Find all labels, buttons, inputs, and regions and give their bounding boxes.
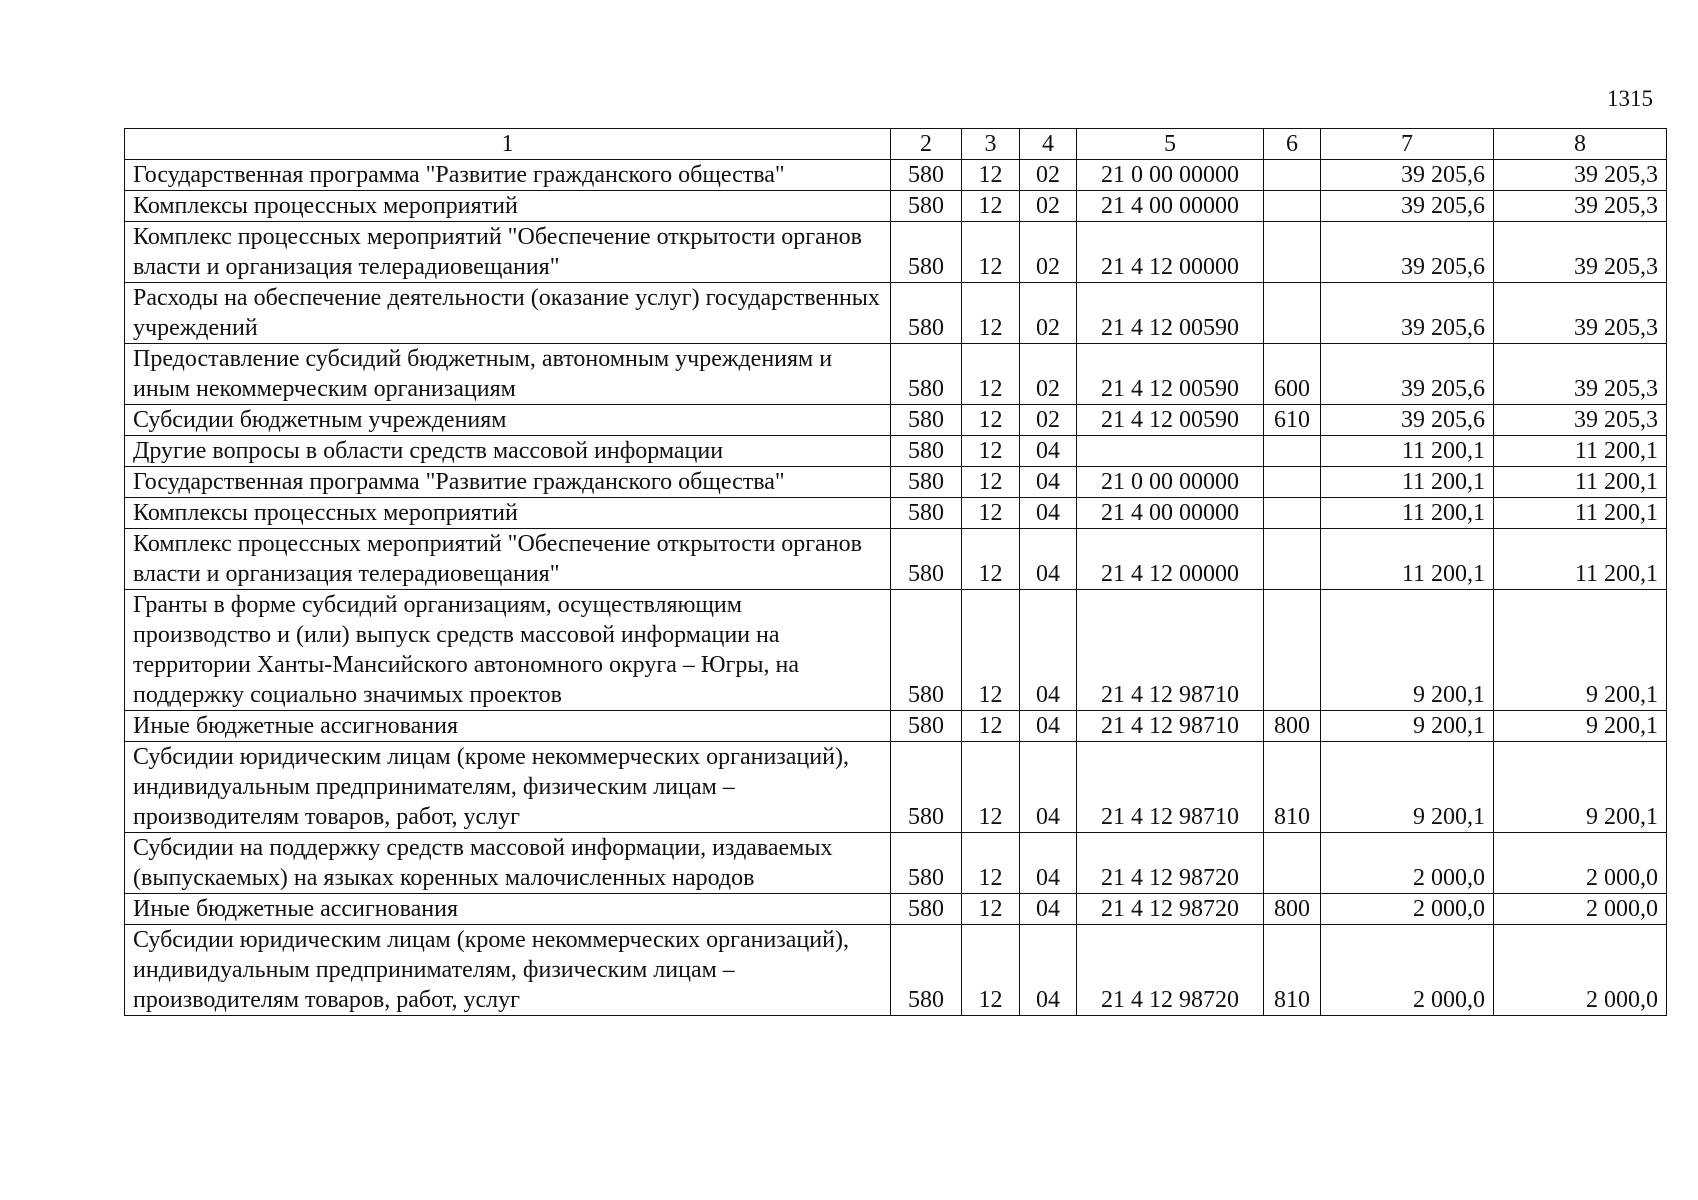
section-code: 12 bbox=[962, 467, 1020, 498]
subsection-code: 02 bbox=[1020, 344, 1077, 405]
section-code: 12 bbox=[962, 498, 1020, 529]
header-col-1: 1 bbox=[125, 129, 891, 160]
expense-type-code bbox=[1264, 833, 1321, 894]
amount-col-8: 2 000,0 bbox=[1494, 833, 1667, 894]
section-code: 12 bbox=[962, 344, 1020, 405]
ministry-code: 580 bbox=[891, 222, 962, 283]
section-code: 12 bbox=[962, 833, 1020, 894]
header-col-2: 2 bbox=[891, 129, 962, 160]
header-col-6: 6 bbox=[1264, 129, 1321, 160]
target-article-code: 21 4 12 98720 bbox=[1077, 894, 1264, 925]
table-row bbox=[125, 742, 1667, 833]
item-name: Расходы на обеспечение деятельности (оказание услуг) государственных учреждений bbox=[125, 283, 891, 344]
header-col-4: 4 bbox=[1020, 129, 1077, 160]
amount-col-7: 9 200,1 bbox=[1321, 742, 1494, 833]
subsection-code: 04 bbox=[1020, 529, 1077, 590]
ministry-code: 580 bbox=[891, 160, 962, 191]
expense-type-code bbox=[1264, 222, 1321, 283]
ministry-code: 580 bbox=[891, 436, 962, 467]
ministry-code: 580 bbox=[891, 833, 962, 894]
expense-type-code: 810 bbox=[1264, 742, 1321, 833]
expense-type-code bbox=[1264, 191, 1321, 222]
amount-col-7: 39 205,6 bbox=[1321, 222, 1494, 283]
amount-col-8: 2 000,0 bbox=[1494, 925, 1667, 1016]
table-row bbox=[125, 467, 1667, 498]
item-name: Комплекс процессных мероприятий "Обеспечение открытости органов власти и организация телерадиовещания" bbox=[125, 529, 891, 590]
table-row bbox=[125, 160, 1667, 191]
expense-type-code bbox=[1264, 498, 1321, 529]
target-article-code: 21 4 12 00590 bbox=[1077, 283, 1264, 344]
section-code: 12 bbox=[962, 405, 1020, 436]
amount-col-8: 11 200,1 bbox=[1494, 529, 1667, 590]
target-article-code: 21 4 00 00000 bbox=[1077, 498, 1264, 529]
section-code: 12 bbox=[962, 711, 1020, 742]
item-name: Иные бюджетные ассигнования bbox=[125, 711, 891, 742]
ministry-code: 580 bbox=[891, 498, 962, 529]
expense-type-code bbox=[1264, 529, 1321, 590]
amount-col-8: 39 205,3 bbox=[1494, 344, 1667, 405]
table-row bbox=[125, 222, 1667, 283]
table-row bbox=[125, 894, 1667, 925]
amount-col-8: 9 200,1 bbox=[1494, 742, 1667, 833]
item-name: Иные бюджетные ассигнования bbox=[125, 894, 891, 925]
budget-table bbox=[124, 128, 1667, 1016]
ministry-code: 580 bbox=[891, 711, 962, 742]
target-article-code: 21 4 12 00000 bbox=[1077, 529, 1264, 590]
amount-col-7: 11 200,1 bbox=[1321, 498, 1494, 529]
section-code: 12 bbox=[962, 925, 1020, 1016]
expense-type-code: 600 bbox=[1264, 344, 1321, 405]
amount-col-7: 2 000,0 bbox=[1321, 925, 1494, 1016]
header-col-8: 8 bbox=[1494, 129, 1667, 160]
table-row bbox=[125, 711, 1667, 742]
item-name: Гранты в форме субсидий организациям, осуществляющим производство и (или) выпуск средств массовой информации на территории Ханты-Мансийского автономного округа – Югры, на поддержку социально значимых проектов bbox=[125, 590, 891, 711]
ministry-code: 580 bbox=[891, 529, 962, 590]
amount-col-8: 39 205,3 bbox=[1494, 405, 1667, 436]
section-code: 12 bbox=[962, 160, 1020, 191]
amount-col-8: 39 205,3 bbox=[1494, 191, 1667, 222]
subsection-code: 04 bbox=[1020, 590, 1077, 711]
ministry-code: 580 bbox=[891, 590, 962, 711]
target-article-code: 21 4 12 98710 bbox=[1077, 711, 1264, 742]
section-code: 12 bbox=[962, 283, 1020, 344]
section-code: 12 bbox=[962, 222, 1020, 283]
item-name: Субсидии юридическим лицам (кроме некоммерческих организаций), индивидуальным предпринимателям, физическим лицам – производителям товаров, работ, услуг bbox=[125, 925, 891, 1016]
page-number: 1315 bbox=[1607, 86, 1653, 111]
subsection-code: 02 bbox=[1020, 160, 1077, 191]
ministry-code: 580 bbox=[891, 894, 962, 925]
header-col-3: 3 bbox=[962, 129, 1020, 160]
expense-type-code bbox=[1264, 436, 1321, 467]
expense-type-code: 810 bbox=[1264, 925, 1321, 1016]
subsection-code: 04 bbox=[1020, 894, 1077, 925]
expense-type-code bbox=[1264, 590, 1321, 711]
ministry-code: 580 bbox=[891, 405, 962, 436]
target-article-code: 21 0 00 00000 bbox=[1077, 160, 1264, 191]
header-col-7: 7 bbox=[1321, 129, 1494, 160]
target-article-code bbox=[1077, 436, 1264, 467]
item-name: Другие вопросы в области средств массовой информации bbox=[125, 436, 891, 467]
amount-col-8: 39 205,3 bbox=[1494, 160, 1667, 191]
table-row bbox=[125, 191, 1667, 222]
subsection-code: 02 bbox=[1020, 222, 1077, 283]
header-row bbox=[125, 129, 1667, 160]
table-row bbox=[125, 498, 1667, 529]
amount-col-8: 39 205,3 bbox=[1494, 283, 1667, 344]
ministry-code: 580 bbox=[891, 467, 962, 498]
amount-col-7: 2 000,0 bbox=[1321, 894, 1494, 925]
ministry-code: 580 bbox=[891, 191, 962, 222]
ministry-code: 580 bbox=[891, 742, 962, 833]
section-code: 12 bbox=[962, 436, 1020, 467]
table-row bbox=[125, 436, 1667, 467]
item-name: Субсидии на поддержку средств массовой информации, издаваемых (выпускаемых) на языках коренных малочисленных народов bbox=[125, 833, 891, 894]
subsection-code: 04 bbox=[1020, 925, 1077, 1016]
amount-col-7: 39 205,6 bbox=[1321, 191, 1494, 222]
amount-col-8: 11 200,1 bbox=[1494, 436, 1667, 467]
target-article-code: 21 4 12 98720 bbox=[1077, 833, 1264, 894]
expense-type-code: 800 bbox=[1264, 894, 1321, 925]
amount-col-7: 11 200,1 bbox=[1321, 467, 1494, 498]
target-article-code: 21 4 12 00590 bbox=[1077, 344, 1264, 405]
expense-type-code: 610 bbox=[1264, 405, 1321, 436]
target-article-code: 21 4 12 00000 bbox=[1077, 222, 1264, 283]
item-name: Государственная программа "Развитие гражданского общества" bbox=[125, 467, 891, 498]
expense-type-code: 800 bbox=[1264, 711, 1321, 742]
subsection-code: 02 bbox=[1020, 283, 1077, 344]
section-code: 12 bbox=[962, 191, 1020, 222]
subsection-code: 02 bbox=[1020, 405, 1077, 436]
ministry-code: 580 bbox=[891, 344, 962, 405]
amount-col-7: 11 200,1 bbox=[1321, 529, 1494, 590]
subsection-code: 04 bbox=[1020, 833, 1077, 894]
amount-col-7: 9 200,1 bbox=[1321, 590, 1494, 711]
section-code: 12 bbox=[962, 590, 1020, 711]
table-row bbox=[125, 833, 1667, 894]
table-row bbox=[125, 590, 1667, 711]
subsection-code: 04 bbox=[1020, 436, 1077, 467]
amount-col-8: 39 205,3 bbox=[1494, 222, 1667, 283]
ministry-code: 580 bbox=[891, 283, 962, 344]
item-name: Комплексы процессных мероприятий bbox=[125, 191, 891, 222]
item-name: Субсидии бюджетным учреждениям bbox=[125, 405, 891, 436]
table-row bbox=[125, 405, 1667, 436]
table-row bbox=[125, 529, 1667, 590]
target-article-code: 21 4 12 98710 bbox=[1077, 590, 1264, 711]
subsection-code: 04 bbox=[1020, 498, 1077, 529]
section-code: 12 bbox=[962, 529, 1020, 590]
amount-col-7: 2 000,0 bbox=[1321, 833, 1494, 894]
table-row bbox=[125, 344, 1667, 405]
subsection-code: 04 bbox=[1020, 711, 1077, 742]
amount-col-8: 11 200,1 bbox=[1494, 467, 1667, 498]
subsection-code: 04 bbox=[1020, 742, 1077, 833]
ministry-code: 580 bbox=[891, 925, 962, 1016]
amount-col-8: 9 200,1 bbox=[1494, 711, 1667, 742]
expense-type-code bbox=[1264, 467, 1321, 498]
target-article-code: 21 0 00 00000 bbox=[1077, 467, 1264, 498]
amount-col-7: 39 205,6 bbox=[1321, 160, 1494, 191]
amount-col-8: 11 200,1 bbox=[1494, 498, 1667, 529]
amount-col-7: 9 200,1 bbox=[1321, 711, 1494, 742]
section-code: 12 bbox=[962, 894, 1020, 925]
item-name: Комплексы процессных мероприятий bbox=[125, 498, 891, 529]
amount-col-8: 9 200,1 bbox=[1494, 590, 1667, 711]
amount-col-8: 2 000,0 bbox=[1494, 894, 1667, 925]
expense-type-code bbox=[1264, 160, 1321, 191]
item-name: Предоставление субсидий бюджетным, автономным учреждениям и иным некоммерческим организациям bbox=[125, 344, 891, 405]
item-name: Субсидии юридическим лицам (кроме некоммерческих организаций), индивидуальным предпринимателям, физическим лицам – производителям товаров, работ, услуг bbox=[125, 742, 891, 833]
target-article-code: 21 4 12 98710 bbox=[1077, 742, 1264, 833]
amount-col-7: 39 205,6 bbox=[1321, 283, 1494, 344]
subsection-code: 04 bbox=[1020, 467, 1077, 498]
table-body bbox=[125, 160, 1667, 1016]
target-article-code: 21 4 00 00000 bbox=[1077, 191, 1264, 222]
subsection-code: 02 bbox=[1020, 191, 1077, 222]
target-article-code: 21 4 12 00590 bbox=[1077, 405, 1264, 436]
amount-col-7: 39 205,6 bbox=[1321, 405, 1494, 436]
item-name: Комплекс процессных мероприятий "Обеспечение открытости органов власти и организация телерадиовещания" bbox=[125, 222, 891, 283]
amount-col-7: 39 205,6 bbox=[1321, 344, 1494, 405]
item-name: Государственная программа "Развитие гражданского общества" bbox=[125, 160, 891, 191]
table-row bbox=[125, 283, 1667, 344]
expense-type-code bbox=[1264, 283, 1321, 344]
amount-col-7: 11 200,1 bbox=[1321, 436, 1494, 467]
table-row bbox=[125, 925, 1667, 1016]
section-code: 12 bbox=[962, 742, 1020, 833]
target-article-code: 21 4 12 98720 bbox=[1077, 925, 1264, 1016]
header-col-5: 5 bbox=[1077, 129, 1264, 160]
